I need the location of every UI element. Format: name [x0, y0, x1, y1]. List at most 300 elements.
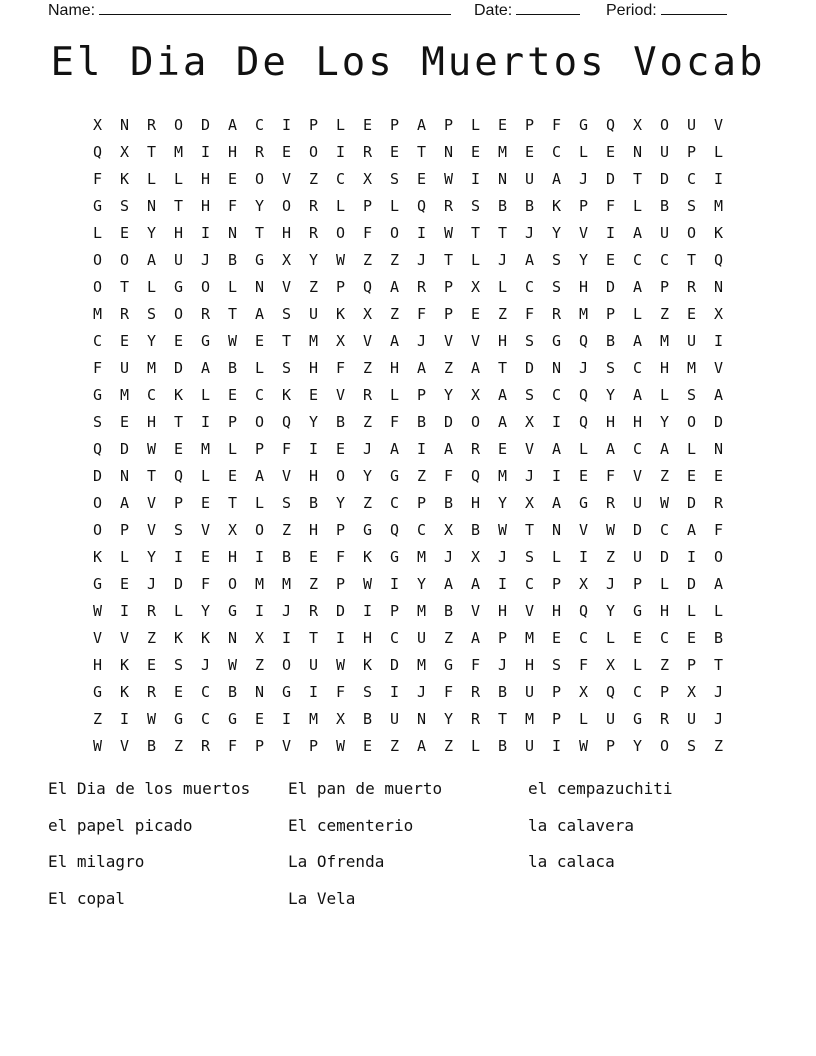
- grid-letter[interactable]: A: [659, 440, 670, 458]
- grid-letter[interactable]: N: [254, 683, 265, 701]
- grid-letter[interactable]: L: [92, 224, 103, 242]
- grid-letter[interactable]: E: [335, 440, 346, 458]
- grid-letter[interactable]: A: [416, 737, 427, 755]
- grid-letter[interactable]: D: [389, 656, 400, 674]
- grid-letter[interactable]: C: [524, 575, 535, 593]
- grid-letter[interactable]: N: [497, 170, 508, 188]
- grid-letter[interactable]: J: [497, 656, 508, 674]
- grid-letter[interactable]: H: [389, 359, 400, 377]
- grid-letter[interactable]: T: [227, 305, 238, 323]
- grid-letter[interactable]: T: [146, 467, 157, 485]
- grid-letter[interactable]: Z: [443, 737, 454, 755]
- grid-letter[interactable]: V: [281, 170, 292, 188]
- grid-letter[interactable]: E: [119, 332, 130, 350]
- grid-letter[interactable]: N: [119, 116, 130, 134]
- grid-letter[interactable]: E: [470, 143, 481, 161]
- grid-letter[interactable]: K: [173, 386, 184, 404]
- grid-letter[interactable]: D: [200, 116, 211, 134]
- grid-letter[interactable]: L: [632, 197, 643, 215]
- grid-letter[interactable]: M: [92, 305, 103, 323]
- grid-letter[interactable]: E: [713, 467, 724, 485]
- grid-letter[interactable]: R: [470, 710, 481, 728]
- grid-letter[interactable]: P: [389, 116, 400, 134]
- grid-letter[interactable]: T: [146, 143, 157, 161]
- grid-letter[interactable]: Q: [173, 467, 184, 485]
- grid-letter[interactable]: P: [389, 602, 400, 620]
- grid-letter[interactable]: G: [173, 710, 184, 728]
- grid-letter[interactable]: P: [119, 521, 130, 539]
- grid-letter[interactable]: S: [524, 548, 535, 566]
- grid-letter[interactable]: C: [389, 629, 400, 647]
- grid-letter[interactable]: U: [524, 683, 535, 701]
- grid-letter[interactable]: Q: [389, 521, 400, 539]
- grid-letter[interactable]: W: [92, 737, 103, 755]
- grid-letter[interactable]: H: [92, 656, 103, 674]
- grid-letter[interactable]: P: [551, 710, 562, 728]
- grid-letter[interactable]: I: [200, 224, 211, 242]
- grid-letter[interactable]: A: [389, 332, 400, 350]
- grid-letter[interactable]: P: [443, 305, 454, 323]
- grid-letter[interactable]: X: [119, 143, 130, 161]
- grid-letter[interactable]: N: [713, 440, 724, 458]
- grid-letter[interactable]: C: [632, 683, 643, 701]
- grid-letter[interactable]: P: [173, 494, 184, 512]
- grid-letter[interactable]: T: [470, 224, 481, 242]
- grid-letter[interactable]: H: [659, 359, 670, 377]
- grid-letter[interactable]: L: [713, 143, 724, 161]
- grid-letter[interactable]: V: [92, 629, 103, 647]
- grid-letter[interactable]: X: [470, 278, 481, 296]
- grid-letter[interactable]: M: [119, 386, 130, 404]
- grid-letter[interactable]: G: [389, 467, 400, 485]
- grid-letter[interactable]: E: [362, 737, 373, 755]
- grid-letter[interactable]: R: [200, 737, 211, 755]
- grid-letter[interactable]: C: [254, 116, 265, 134]
- grid-letter[interactable]: E: [308, 548, 319, 566]
- grid-letter[interactable]: G: [362, 521, 373, 539]
- grid-letter[interactable]: I: [335, 143, 346, 161]
- grid-letter[interactable]: F: [605, 467, 616, 485]
- grid-letter[interactable]: H: [281, 224, 292, 242]
- grid-letter[interactable]: N: [119, 467, 130, 485]
- grid-letter[interactable]: P: [632, 575, 643, 593]
- grid-letter[interactable]: Z: [497, 305, 508, 323]
- grid-letter[interactable]: E: [173, 683, 184, 701]
- grid-letter[interactable]: I: [578, 548, 589, 566]
- grid-letter[interactable]: O: [173, 116, 184, 134]
- grid-letter[interactable]: R: [308, 224, 319, 242]
- grid-letter[interactable]: T: [173, 197, 184, 215]
- grid-letter[interactable]: Y: [308, 413, 319, 431]
- grid-letter[interactable]: P: [416, 386, 427, 404]
- grid-letter[interactable]: X: [227, 521, 238, 539]
- grid-letter[interactable]: E: [362, 116, 373, 134]
- grid-letter[interactable]: J: [497, 251, 508, 269]
- grid-letter[interactable]: H: [308, 359, 319, 377]
- grid-letter[interactable]: H: [632, 413, 643, 431]
- grid-letter[interactable]: W: [335, 656, 346, 674]
- grid-letter[interactable]: K: [551, 197, 562, 215]
- grid-letter[interactable]: L: [470, 251, 481, 269]
- grid-letter[interactable]: O: [308, 143, 319, 161]
- grid-letter[interactable]: I: [713, 170, 724, 188]
- grid-letter[interactable]: S: [686, 386, 697, 404]
- grid-letter[interactable]: Y: [443, 710, 454, 728]
- grid-letter[interactable]: C: [416, 521, 427, 539]
- grid-letter[interactable]: E: [227, 386, 238, 404]
- grid-letter[interactable]: R: [146, 116, 157, 134]
- grid-letter[interactable]: I: [200, 143, 211, 161]
- grid-letter[interactable]: A: [389, 440, 400, 458]
- grid-letter[interactable]: U: [524, 737, 535, 755]
- grid-letter[interactable]: Q: [578, 413, 589, 431]
- grid-letter[interactable]: F: [227, 197, 238, 215]
- grid-letter[interactable]: Y: [605, 602, 616, 620]
- grid-letter[interactable]: Q: [92, 143, 103, 161]
- grid-letter[interactable]: X: [713, 305, 724, 323]
- grid-letter[interactable]: Z: [362, 413, 373, 431]
- grid-letter[interactable]: L: [470, 116, 481, 134]
- grid-letter[interactable]: V: [524, 440, 535, 458]
- grid-letter[interactable]: L: [713, 602, 724, 620]
- grid-letter[interactable]: T: [308, 629, 319, 647]
- grid-letter[interactable]: Z: [416, 467, 427, 485]
- grid-letter[interactable]: G: [92, 386, 103, 404]
- grid-letter[interactable]: Z: [254, 656, 265, 674]
- grid-letter[interactable]: W: [335, 737, 346, 755]
- grid-letter[interactable]: P: [308, 116, 319, 134]
- grid-letter[interactable]: P: [443, 278, 454, 296]
- grid-letter[interactable]: F: [281, 440, 292, 458]
- grid-letter[interactable]: O: [92, 494, 103, 512]
- grid-letter[interactable]: P: [335, 521, 346, 539]
- grid-letter[interactable]: Y: [578, 251, 589, 269]
- grid-letter[interactable]: V: [335, 386, 346, 404]
- grid-letter[interactable]: O: [713, 548, 724, 566]
- grid-letter[interactable]: B: [227, 251, 238, 269]
- grid-letter[interactable]: G: [578, 494, 589, 512]
- grid-letter[interactable]: L: [254, 494, 265, 512]
- grid-letter[interactable]: F: [92, 359, 103, 377]
- grid-letter[interactable]: Z: [443, 629, 454, 647]
- grid-letter[interactable]: Z: [389, 305, 400, 323]
- grid-letter[interactable]: E: [308, 386, 319, 404]
- grid-letter[interactable]: N: [551, 359, 562, 377]
- grid-letter[interactable]: H: [470, 494, 481, 512]
- grid-letter[interactable]: B: [497, 737, 508, 755]
- grid-letter[interactable]: G: [389, 548, 400, 566]
- grid-letter[interactable]: E: [119, 413, 130, 431]
- grid-letter[interactable]: G: [281, 683, 292, 701]
- grid-letter[interactable]: A: [686, 521, 697, 539]
- grid-letter[interactable]: L: [659, 575, 670, 593]
- grid-letter[interactable]: I: [605, 224, 616, 242]
- grid-letter[interactable]: M: [416, 656, 427, 674]
- grid-letter[interactable]: X: [92, 116, 103, 134]
- grid-letter[interactable]: M: [254, 575, 265, 593]
- grid-letter[interactable]: G: [227, 710, 238, 728]
- grid-letter[interactable]: T: [254, 224, 265, 242]
- grid-letter[interactable]: L: [119, 548, 130, 566]
- grid-letter[interactable]: I: [362, 602, 373, 620]
- grid-letter[interactable]: L: [335, 197, 346, 215]
- grid-letter[interactable]: N: [146, 197, 157, 215]
- grid-letter[interactable]: D: [659, 170, 670, 188]
- grid-letter[interactable]: O: [335, 467, 346, 485]
- grid-letter[interactable]: I: [119, 602, 130, 620]
- grid-letter[interactable]: H: [146, 413, 157, 431]
- grid-letter[interactable]: F: [470, 656, 481, 674]
- grid-letter[interactable]: S: [281, 494, 292, 512]
- grid-letter[interactable]: Q: [416, 197, 427, 215]
- grid-letter[interactable]: E: [497, 116, 508, 134]
- grid-letter[interactable]: I: [281, 629, 292, 647]
- grid-letter[interactable]: G: [551, 332, 562, 350]
- grid-letter[interactable]: E: [254, 710, 265, 728]
- grid-letter[interactable]: L: [227, 278, 238, 296]
- grid-letter[interactable]: O: [200, 278, 211, 296]
- grid-letter[interactable]: Y: [497, 494, 508, 512]
- grid-letter[interactable]: Y: [443, 386, 454, 404]
- grid-letter[interactable]: P: [227, 413, 238, 431]
- grid-letter[interactable]: L: [227, 440, 238, 458]
- grid-letter[interactable]: A: [551, 440, 562, 458]
- grid-letter[interactable]: H: [308, 467, 319, 485]
- grid-letter[interactable]: I: [416, 440, 427, 458]
- grid-letter[interactable]: E: [227, 170, 238, 188]
- grid-letter[interactable]: V: [200, 521, 211, 539]
- grid-letter[interactable]: E: [416, 170, 427, 188]
- grid-letter[interactable]: B: [227, 359, 238, 377]
- grid-letter[interactable]: N: [227, 629, 238, 647]
- grid-letter[interactable]: M: [146, 359, 157, 377]
- grid-letter[interactable]: A: [524, 251, 535, 269]
- grid-letter[interactable]: T: [713, 656, 724, 674]
- grid-letter[interactable]: B: [443, 494, 454, 512]
- grid-letter[interactable]: J: [416, 332, 427, 350]
- grid-letter[interactable]: B: [146, 737, 157, 755]
- grid-letter[interactable]: U: [389, 710, 400, 728]
- grid-letter[interactable]: Z: [146, 629, 157, 647]
- grid-letter[interactable]: S: [551, 251, 562, 269]
- grid-letter[interactable]: R: [308, 602, 319, 620]
- grid-letter[interactable]: V: [119, 737, 130, 755]
- grid-letter[interactable]: Y: [416, 575, 427, 593]
- grid-letter[interactable]: K: [200, 629, 211, 647]
- grid-letter[interactable]: H: [578, 278, 589, 296]
- grid-letter[interactable]: D: [605, 170, 616, 188]
- grid-letter[interactable]: I: [335, 629, 346, 647]
- grid-letter[interactable]: X: [443, 521, 454, 539]
- grid-letter[interactable]: P: [524, 116, 535, 134]
- grid-letter[interactable]: Z: [443, 359, 454, 377]
- grid-letter[interactable]: D: [92, 467, 103, 485]
- grid-letter[interactable]: U: [659, 143, 670, 161]
- grid-letter[interactable]: A: [551, 170, 562, 188]
- grid-letter[interactable]: Z: [362, 359, 373, 377]
- grid-letter[interactable]: Q: [578, 386, 589, 404]
- grid-letter[interactable]: V: [578, 521, 589, 539]
- grid-letter[interactable]: G: [632, 710, 643, 728]
- grid-letter[interactable]: A: [497, 413, 508, 431]
- grid-letter[interactable]: Y: [146, 548, 157, 566]
- grid-letter[interactable]: G: [92, 197, 103, 215]
- grid-letter[interactable]: F: [524, 305, 535, 323]
- grid-letter[interactable]: Y: [146, 332, 157, 350]
- grid-letter[interactable]: F: [362, 224, 373, 242]
- grid-letter[interactable]: C: [551, 143, 562, 161]
- grid-letter[interactable]: M: [416, 602, 427, 620]
- grid-letter[interactable]: D: [524, 359, 535, 377]
- grid-letter[interactable]: J: [713, 710, 724, 728]
- grid-letter[interactable]: R: [470, 683, 481, 701]
- grid-letter[interactable]: A: [632, 332, 643, 350]
- grid-letter[interactable]: A: [200, 359, 211, 377]
- grid-letter[interactable]: K: [119, 656, 130, 674]
- grid-letter[interactable]: V: [713, 116, 724, 134]
- grid-letter[interactable]: K: [362, 656, 373, 674]
- grid-letter[interactable]: L: [686, 440, 697, 458]
- grid-letter[interactable]: J: [281, 602, 292, 620]
- grid-letter[interactable]: J: [524, 467, 535, 485]
- grid-letter[interactable]: O: [389, 224, 400, 242]
- grid-letter[interactable]: C: [254, 386, 265, 404]
- grid-letter[interactable]: V: [470, 332, 481, 350]
- grid-letter[interactable]: X: [254, 629, 265, 647]
- grid-letter[interactable]: T: [281, 332, 292, 350]
- grid-letter[interactable]: R: [308, 197, 319, 215]
- grid-letter[interactable]: P: [605, 737, 616, 755]
- grid-letter[interactable]: P: [551, 575, 562, 593]
- grid-letter[interactable]: O: [281, 656, 292, 674]
- grid-letter[interactable]: E: [524, 143, 535, 161]
- grid-letter[interactable]: M: [659, 332, 670, 350]
- grid-letter[interactable]: E: [119, 575, 130, 593]
- grid-letter[interactable]: Z: [308, 575, 319, 593]
- grid-letter[interactable]: F: [335, 683, 346, 701]
- grid-letter[interactable]: P: [605, 305, 616, 323]
- grid-letter[interactable]: J: [497, 548, 508, 566]
- grid-letter[interactable]: K: [362, 548, 373, 566]
- grid-letter[interactable]: B: [308, 494, 319, 512]
- grid-letter[interactable]: E: [173, 332, 184, 350]
- grid-letter[interactable]: P: [686, 656, 697, 674]
- grid-letter[interactable]: H: [524, 656, 535, 674]
- grid-letter[interactable]: T: [497, 359, 508, 377]
- grid-letter[interactable]: U: [605, 710, 616, 728]
- grid-letter[interactable]: G: [92, 575, 103, 593]
- grid-letter[interactable]: G: [443, 656, 454, 674]
- grid-letter[interactable]: I: [254, 602, 265, 620]
- grid-letter[interactable]: L: [578, 143, 589, 161]
- grid-letter[interactable]: I: [389, 683, 400, 701]
- grid-letter[interactable]: A: [470, 575, 481, 593]
- grid-letter[interactable]: A: [713, 386, 724, 404]
- grid-letter[interactable]: N: [713, 278, 724, 296]
- grid-letter[interactable]: L: [470, 737, 481, 755]
- grid-letter[interactable]: C: [659, 521, 670, 539]
- grid-letter[interactable]: H: [173, 224, 184, 242]
- grid-letter[interactable]: A: [605, 440, 616, 458]
- grid-letter[interactable]: I: [308, 440, 319, 458]
- grid-letter[interactable]: X: [524, 494, 535, 512]
- grid-letter[interactable]: I: [416, 224, 427, 242]
- grid-letter[interactable]: U: [416, 629, 427, 647]
- grid-letter[interactable]: V: [443, 332, 454, 350]
- grid-letter[interactable]: V: [470, 602, 481, 620]
- grid-letter[interactable]: J: [416, 683, 427, 701]
- grid-letter[interactable]: E: [632, 629, 643, 647]
- grid-letter[interactable]: U: [308, 656, 319, 674]
- grid-letter[interactable]: A: [632, 224, 643, 242]
- grid-letter[interactable]: Y: [200, 602, 211, 620]
- grid-letter[interactable]: Z: [92, 710, 103, 728]
- grid-letter[interactable]: L: [578, 440, 589, 458]
- grid-letter[interactable]: P: [686, 143, 697, 161]
- grid-letter[interactable]: O: [173, 305, 184, 323]
- grid-letter[interactable]: C: [200, 710, 211, 728]
- grid-letter[interactable]: R: [605, 494, 616, 512]
- grid-letter[interactable]: Y: [335, 494, 346, 512]
- grid-letter[interactable]: H: [605, 413, 616, 431]
- grid-letter[interactable]: A: [551, 494, 562, 512]
- grid-letter[interactable]: P: [578, 197, 589, 215]
- grid-letter[interactable]: O: [470, 413, 481, 431]
- grid-letter[interactable]: J: [200, 656, 211, 674]
- grid-letter[interactable]: Q: [605, 116, 616, 134]
- grid-letter[interactable]: X: [578, 575, 589, 593]
- grid-letter[interactable]: L: [686, 602, 697, 620]
- grid-letter[interactable]: E: [146, 656, 157, 674]
- grid-letter[interactable]: I: [254, 548, 265, 566]
- grid-letter[interactable]: C: [632, 251, 643, 269]
- grid-letter[interactable]: D: [686, 494, 697, 512]
- grid-letter[interactable]: F: [92, 170, 103, 188]
- grid-letter[interactable]: B: [659, 197, 670, 215]
- grid-letter[interactable]: P: [308, 737, 319, 755]
- grid-letter[interactable]: F: [578, 656, 589, 674]
- grid-letter[interactable]: A: [713, 575, 724, 593]
- grid-letter[interactable]: S: [551, 278, 562, 296]
- grid-letter[interactable]: L: [659, 386, 670, 404]
- grid-letter[interactable]: R: [362, 386, 373, 404]
- grid-letter[interactable]: Z: [281, 521, 292, 539]
- grid-letter[interactable]: A: [470, 359, 481, 377]
- grid-letter[interactable]: C: [659, 629, 670, 647]
- grid-letter[interactable]: E: [281, 143, 292, 161]
- grid-letter[interactable]: P: [362, 197, 373, 215]
- grid-letter[interactable]: N: [254, 278, 265, 296]
- grid-letter[interactable]: B: [497, 683, 508, 701]
- grid-letter[interactable]: W: [335, 251, 346, 269]
- grid-letter[interactable]: U: [119, 359, 130, 377]
- grid-letter[interactable]: H: [497, 602, 508, 620]
- grid-letter[interactable]: X: [362, 305, 373, 323]
- grid-letter[interactable]: E: [200, 548, 211, 566]
- grid-letter[interactable]: J: [200, 251, 211, 269]
- grid-letter[interactable]: O: [119, 251, 130, 269]
- grid-letter[interactable]: E: [254, 332, 265, 350]
- grid-letter[interactable]: W: [578, 737, 589, 755]
- grid-letter[interactable]: U: [632, 548, 643, 566]
- grid-letter[interactable]: H: [227, 548, 238, 566]
- grid-letter[interactable]: G: [227, 602, 238, 620]
- grid-letter[interactable]: Y: [254, 197, 265, 215]
- grid-letter[interactable]: S: [146, 305, 157, 323]
- grid-letter[interactable]: T: [416, 143, 427, 161]
- grid-letter[interactable]: V: [146, 521, 157, 539]
- grid-letter[interactable]: Z: [389, 251, 400, 269]
